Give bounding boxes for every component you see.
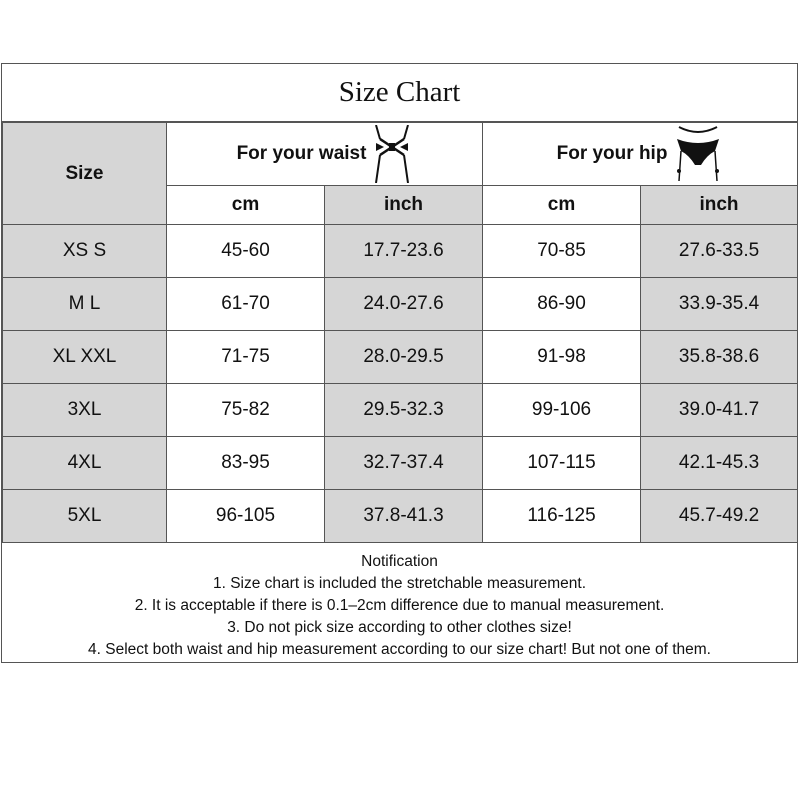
size-cell: 3XL	[3, 384, 167, 437]
chart-title: Size Chart	[2, 64, 797, 122]
unit-header-waist-inch: inch	[325, 186, 483, 225]
garter-brief-icon	[673, 125, 723, 183]
size-table	[2, 122, 798, 543]
hip-inch-cell: 27.6-33.5	[641, 225, 798, 278]
table-row	[3, 437, 798, 490]
waist-cm-cell: 45-60	[167, 225, 325, 278]
waist-inch-cell: 28.0-29.5	[325, 331, 483, 384]
hip-cm-cell: 86-90	[483, 278, 641, 331]
notification-section	[2, 545, 797, 662]
size-cell: 5XL	[3, 490, 167, 543]
size-cell: XS S	[3, 225, 167, 278]
waist-cm-cell: 71-75	[167, 331, 325, 384]
waist-inch-cell: 37.8-41.3	[325, 490, 483, 543]
hip-group-header	[483, 123, 798, 186]
table-row	[3, 490, 798, 543]
table-row	[3, 384, 798, 437]
hip-inch-cell: 33.9-35.4	[641, 278, 798, 331]
hip-inch-cell: 42.1-45.3	[641, 437, 798, 490]
hip-inch-cell: 39.0-41.7	[641, 384, 798, 437]
unit-header-waist-cm: cm	[167, 186, 325, 225]
hip-inch-cell: 45.7-49.2	[641, 490, 798, 543]
size-chart	[1, 63, 798, 663]
size-cell: M L	[3, 278, 167, 331]
table-row	[3, 225, 798, 278]
waist-cm-cell: 61-70	[167, 278, 325, 331]
hip-cm-cell: 70-85	[483, 225, 641, 278]
waist-inch-cell: 29.5-32.3	[325, 384, 483, 437]
table-row	[3, 278, 798, 331]
notification-line: 1. Size chart is included the stretchable measurement.	[212, 575, 587, 592]
waist-header-label: For your waist	[236, 143, 367, 164]
size-column-header: Size	[3, 123, 167, 225]
hip-cm-cell: 116-125	[483, 490, 641, 543]
size-cell: 4XL	[3, 437, 167, 490]
hip-header-label: For your hip	[556, 143, 668, 164]
size-cell: XL XXL	[3, 331, 167, 384]
hip-cm-cell: 91-98	[483, 331, 641, 384]
notification-line: 3. Do not pick size according to other clothes size!	[227, 619, 572, 636]
waist-cm-cell: 83-95	[167, 437, 325, 490]
table-row	[3, 331, 798, 384]
notification-line: 4. Select both waist and hip measurement according to our size chart! But not one of them.	[88, 641, 711, 658]
waist-inch-cell: 24.0-27.6	[325, 278, 483, 331]
waist-inch-cell: 32.7-37.4	[325, 437, 483, 490]
waist-inch-cell: 17.7-23.6	[325, 225, 483, 278]
waist-cm-cell: 96-105	[167, 490, 325, 543]
notification-heading: Notification	[361, 553, 438, 570]
unit-header-hip-cm: cm	[483, 186, 641, 225]
waist-cm-cell: 75-82	[167, 384, 325, 437]
notification-line: 2. It is acceptable if there is 0.1–2cm difference due to manual measurement.	[134, 597, 665, 614]
hip-cm-cell: 99-106	[483, 384, 641, 437]
hip-cm-cell: 107-115	[483, 437, 641, 490]
hip-inch-cell: 35.8-38.6	[641, 331, 798, 384]
waist-belt-icon	[372, 125, 412, 183]
waist-group-header	[167, 123, 483, 186]
unit-header-hip-inch: inch	[641, 186, 798, 225]
